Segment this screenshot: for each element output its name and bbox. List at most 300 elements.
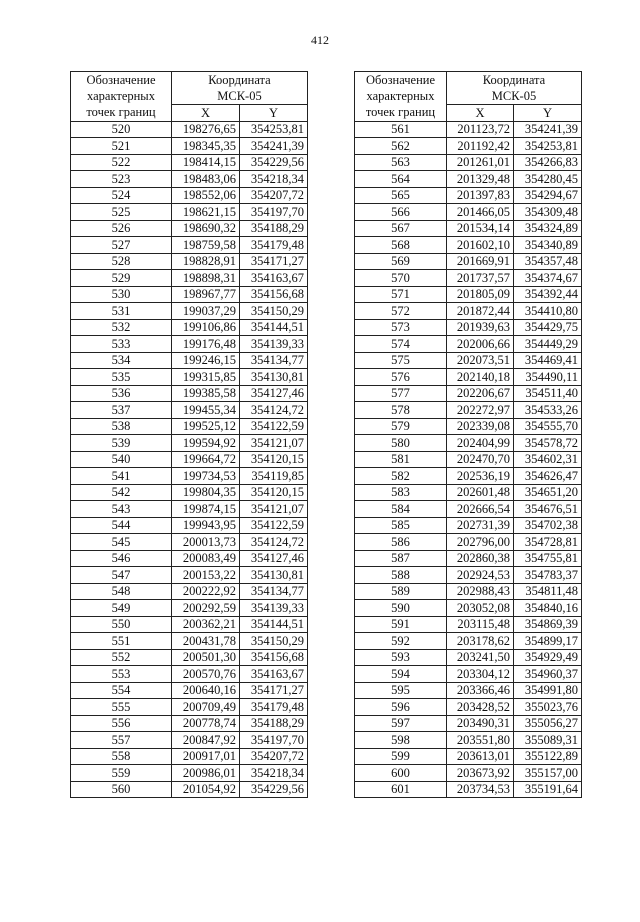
point-number-cell: 595: [355, 682, 447, 699]
table-row: [355, 501, 582, 518]
x-coordinate-cell: 201054,92: [172, 781, 240, 798]
y-coordinate-cell: 354469,41: [514, 352, 582, 369]
x-coordinate-cell: 200917,01: [172, 748, 240, 765]
table-row: [71, 534, 308, 551]
x-coordinate-cell: 198552,06: [172, 187, 240, 204]
y-coordinate-cell: 354179,48: [240, 237, 308, 254]
table-row: [355, 715, 582, 732]
point-number-cell: 582: [355, 468, 447, 485]
x-coordinate-cell: 201192,42: [447, 138, 514, 155]
point-number-cell: 559: [71, 765, 172, 782]
x-coordinate-cell: 202206,67: [447, 385, 514, 402]
x-coordinate-cell: 200570,76: [172, 666, 240, 683]
table-row: [355, 352, 582, 369]
point-number-cell: 529: [71, 270, 172, 287]
y-coordinate-cell: 354207,72: [240, 187, 308, 204]
table-row: [355, 171, 582, 188]
x-coordinate-cell: 199315,85: [172, 369, 240, 386]
y-coordinate-cell: 354241,39: [514, 121, 582, 138]
table-row: [71, 699, 308, 716]
y-coordinate-cell: 354602,31: [514, 451, 582, 468]
x-coordinate-cell: 199804,35: [172, 484, 240, 501]
point-number-cell: 596: [355, 699, 447, 716]
table-row: [355, 616, 582, 633]
y-coordinate-cell: 354134,77: [240, 583, 308, 600]
y-coordinate-cell: 354121,07: [240, 501, 308, 518]
table-row: [71, 154, 308, 171]
x-coordinate-cell: 199246,15: [172, 352, 240, 369]
point-number-cell: 583: [355, 484, 447, 501]
y-coordinate-cell: 354144,51: [240, 319, 308, 336]
coordinates-table-left: [70, 71, 308, 798]
point-number-cell: 589: [355, 583, 447, 600]
table-row: [355, 270, 582, 287]
y-column-header: Y: [240, 105, 308, 122]
x-coordinate-cell: 201602,10: [447, 237, 514, 254]
y-coordinate-cell: 354197,70: [240, 204, 308, 221]
x-coordinate-cell: 198414,15: [172, 154, 240, 171]
x-coordinate-cell: 202731,39: [447, 517, 514, 534]
y-coordinate-cell: 354280,45: [514, 171, 582, 188]
y-coordinate-cell: 354392,44: [514, 286, 582, 303]
table-row: [71, 336, 308, 353]
x-coordinate-cell: 203490,31: [447, 715, 514, 732]
y-coordinate-cell: 354134,77: [240, 352, 308, 369]
point-label-header: Обозначение характерных точек границ: [71, 72, 172, 122]
point-number-cell: 599: [355, 748, 447, 765]
y-coordinate-cell: 354702,38: [514, 517, 582, 534]
y-coordinate-cell: 354122,59: [240, 517, 308, 534]
x-coordinate-cell: 198967,77: [172, 286, 240, 303]
point-number-cell: 588: [355, 567, 447, 584]
point-label-header: Обозначение характерных точек границ: [355, 72, 447, 122]
y-coordinate-cell: 354490,11: [514, 369, 582, 386]
table-row: [355, 633, 582, 650]
table-row: [71, 204, 308, 221]
table-row: [355, 336, 582, 353]
table-row: [71, 633, 308, 650]
x-coordinate-cell: 198759,58: [172, 237, 240, 254]
y-coordinate-cell: 354156,68: [240, 649, 308, 666]
x-coordinate-cell: 198345,35: [172, 138, 240, 155]
x-column-header: X: [447, 105, 514, 122]
point-number-cell: 585: [355, 517, 447, 534]
point-number-cell: 593: [355, 649, 447, 666]
y-coordinate-cell: 354991,80: [514, 682, 582, 699]
table-row: [71, 286, 308, 303]
point-number-cell: 586: [355, 534, 447, 551]
point-number-cell: 545: [71, 534, 172, 551]
table-row: [355, 484, 582, 501]
coordinate-group-header: Координата МСК-05: [172, 72, 308, 105]
point-number-cell: 536: [71, 385, 172, 402]
x-coordinate-cell: 203613,01: [447, 748, 514, 765]
point-number-cell: 580: [355, 435, 447, 452]
table-row: [71, 666, 308, 683]
point-number-cell: 592: [355, 633, 447, 650]
x-coordinate-cell: 203551,80: [447, 732, 514, 749]
point-number-cell: 564: [355, 171, 447, 188]
point-number-cell: 546: [71, 550, 172, 567]
point-number-cell: 587: [355, 550, 447, 567]
y-coordinate-cell: 355056,27: [514, 715, 582, 732]
point-number-cell: 566: [355, 204, 447, 221]
y-coordinate-cell: 354357,48: [514, 253, 582, 270]
y-column-header: Y: [514, 105, 582, 122]
table-row: [71, 550, 308, 567]
table-row: [355, 385, 582, 402]
x-coordinate-cell: 198690,32: [172, 220, 240, 237]
y-coordinate-cell: 354127,46: [240, 385, 308, 402]
y-coordinate-cell: 354676,51: [514, 501, 582, 518]
y-coordinate-cell: 354171,27: [240, 253, 308, 270]
table-row: [71, 649, 308, 666]
table-row: [71, 517, 308, 534]
table-row: [71, 418, 308, 435]
point-number-cell: 532: [71, 319, 172, 336]
point-number-cell: 526: [71, 220, 172, 237]
table-row: [71, 781, 308, 798]
x-coordinate-cell: 201534,14: [447, 220, 514, 237]
table-row: [71, 468, 308, 485]
table-row: [355, 600, 582, 617]
x-coordinate-cell: 199106,86: [172, 319, 240, 336]
table-row: [71, 715, 308, 732]
point-number-cell: 576: [355, 369, 447, 386]
x-coordinate-cell: 203734,53: [447, 781, 514, 798]
y-coordinate-cell: 354179,48: [240, 699, 308, 716]
y-coordinate-cell: 354253,81: [240, 121, 308, 138]
table-row: [355, 253, 582, 270]
point-number-cell: 560: [71, 781, 172, 798]
y-coordinate-cell: 354309,48: [514, 204, 582, 221]
table-row: [355, 237, 582, 254]
y-coordinate-cell: 354150,29: [240, 303, 308, 320]
point-number-cell: 547: [71, 567, 172, 584]
point-number-cell: 575: [355, 352, 447, 369]
table-row: [355, 468, 582, 485]
table-row: [355, 319, 582, 336]
point-number-cell: 555: [71, 699, 172, 716]
point-number-cell: 579: [355, 418, 447, 435]
point-number-cell: 584: [355, 501, 447, 518]
point-number-cell: 524: [71, 187, 172, 204]
table-row: [355, 781, 582, 798]
point-number-cell: 554: [71, 682, 172, 699]
x-coordinate-cell: 202470,70: [447, 451, 514, 468]
x-coordinate-cell: 201939,63: [447, 319, 514, 336]
x-coordinate-cell: 200847,92: [172, 732, 240, 749]
table-row: [355, 204, 582, 221]
y-coordinate-cell: 354124,72: [240, 534, 308, 551]
point-number-cell: 558: [71, 748, 172, 765]
table-row: [71, 171, 308, 188]
x-coordinate-cell: 202272,97: [447, 402, 514, 419]
y-coordinate-cell: 354124,72: [240, 402, 308, 419]
table-row: [355, 138, 582, 155]
y-coordinate-cell: 354241,39: [240, 138, 308, 155]
x-coordinate-cell: 200153,22: [172, 567, 240, 584]
table-row: [71, 567, 308, 584]
point-number-cell: 571: [355, 286, 447, 303]
x-coordinate-cell: 198898,31: [172, 270, 240, 287]
x-coordinate-cell: 202006,66: [447, 336, 514, 353]
table-row: [71, 187, 308, 204]
point-number-cell: 537: [71, 402, 172, 419]
y-coordinate-cell: 354755,81: [514, 550, 582, 567]
x-coordinate-cell: 203366,46: [447, 682, 514, 699]
point-number-cell: 528: [71, 253, 172, 270]
x-coordinate-cell: 200292,59: [172, 600, 240, 617]
table-row: [355, 220, 582, 237]
y-coordinate-cell: 354253,81: [514, 138, 582, 155]
x-coordinate-cell: 200501,30: [172, 649, 240, 666]
x-coordinate-cell: 201805,09: [447, 286, 514, 303]
table-row: [71, 616, 308, 633]
y-coordinate-cell: 354163,67: [240, 270, 308, 287]
x-coordinate-cell: 200986,01: [172, 765, 240, 782]
table-row: [71, 369, 308, 386]
y-coordinate-cell: 354229,56: [240, 781, 308, 798]
point-number-cell: 597: [355, 715, 447, 732]
y-coordinate-cell: 354197,70: [240, 732, 308, 749]
y-coordinate-cell: 354783,37: [514, 567, 582, 584]
y-coordinate-cell: 354651,20: [514, 484, 582, 501]
y-coordinate-cell: 354626,47: [514, 468, 582, 485]
point-number-cell: 551: [71, 633, 172, 650]
y-coordinate-cell: 354120,15: [240, 451, 308, 468]
table-row: [355, 402, 582, 419]
x-coordinate-cell: 202924,53: [447, 567, 514, 584]
x-coordinate-cell: 200083,49: [172, 550, 240, 567]
y-coordinate-cell: 354324,89: [514, 220, 582, 237]
point-number-cell: 563: [355, 154, 447, 171]
y-coordinate-cell: 354171,27: [240, 682, 308, 699]
table-row: [71, 138, 308, 155]
point-number-cell: 598: [355, 732, 447, 749]
point-number-cell: 562: [355, 138, 447, 155]
point-number-cell: 561: [355, 121, 447, 138]
table-row: [71, 253, 308, 270]
x-coordinate-cell: 201669,91: [447, 253, 514, 270]
point-number-cell: 539: [71, 435, 172, 452]
table-row: [355, 517, 582, 534]
y-coordinate-cell: 354218,34: [240, 765, 308, 782]
y-coordinate-cell: 354119,85: [240, 468, 308, 485]
coordinate-group-header: Координата МСК-05: [447, 72, 582, 105]
table-row: [355, 567, 582, 584]
point-number-cell: 581: [355, 451, 447, 468]
y-coordinate-cell: 354578,72: [514, 435, 582, 452]
point-number-cell: 573: [355, 319, 447, 336]
x-coordinate-cell: 203241,50: [447, 649, 514, 666]
x-coordinate-cell: 201329,48: [447, 171, 514, 188]
y-coordinate-cell: 355023,76: [514, 699, 582, 716]
point-number-cell: 556: [71, 715, 172, 732]
y-coordinate-cell: 354340,89: [514, 237, 582, 254]
x-coordinate-cell: 200362,21: [172, 616, 240, 633]
x-coordinate-cell: 200431,78: [172, 633, 240, 650]
y-coordinate-cell: 354130,81: [240, 369, 308, 386]
table-row: [71, 352, 308, 369]
page-number: 412: [311, 33, 329, 47]
y-coordinate-cell: 354130,81: [240, 567, 308, 584]
table-row: [71, 402, 308, 419]
y-coordinate-cell: 354139,33: [240, 336, 308, 353]
point-number-cell: 590: [355, 600, 447, 617]
table-row: [71, 501, 308, 518]
x-coordinate-cell: 202339,08: [447, 418, 514, 435]
point-number-cell: 565: [355, 187, 447, 204]
point-number-cell: 540: [71, 451, 172, 468]
table-row: [355, 583, 582, 600]
x-coordinate-cell: 201737,57: [447, 270, 514, 287]
point-number-cell: 569: [355, 253, 447, 270]
table-row: [355, 286, 582, 303]
y-coordinate-cell: 354555,70: [514, 418, 582, 435]
y-coordinate-cell: 354266,83: [514, 154, 582, 171]
x-coordinate-cell: 199525,12: [172, 418, 240, 435]
y-coordinate-cell: 355089,31: [514, 732, 582, 749]
y-coordinate-cell: 354150,29: [240, 633, 308, 650]
x-coordinate-cell: 201466,05: [447, 204, 514, 221]
y-coordinate-cell: 354899,17: [514, 633, 582, 650]
y-coordinate-cell: 354840,16: [514, 600, 582, 617]
point-number-cell: 578: [355, 402, 447, 419]
x-coordinate-cell: 200778,74: [172, 715, 240, 732]
x-coordinate-cell: 201261,01: [447, 154, 514, 171]
x-coordinate-cell: 199455,34: [172, 402, 240, 419]
x-coordinate-cell: 199594,92: [172, 435, 240, 452]
y-coordinate-cell: 354869,39: [514, 616, 582, 633]
table-row: [355, 418, 582, 435]
table-row: [71, 237, 308, 254]
point-number-cell: 541: [71, 468, 172, 485]
table-row: [355, 748, 582, 765]
table-row: [71, 303, 308, 320]
x-coordinate-cell: 198828,91: [172, 253, 240, 270]
point-number-cell: 544: [71, 517, 172, 534]
y-coordinate-cell: 354188,29: [240, 220, 308, 237]
y-coordinate-cell: 354811,48: [514, 583, 582, 600]
point-number-cell: 594: [355, 666, 447, 683]
table-row: [71, 732, 308, 749]
y-coordinate-cell: 354374,67: [514, 270, 582, 287]
point-number-cell: 550: [71, 616, 172, 633]
x-coordinate-cell: 198483,06: [172, 171, 240, 188]
table-row: [71, 583, 308, 600]
point-number-cell: 574: [355, 336, 447, 353]
y-coordinate-cell: 354163,67: [240, 666, 308, 683]
point-number-cell: 535: [71, 369, 172, 386]
table-row: [355, 732, 582, 749]
y-coordinate-cell: 354218,34: [240, 171, 308, 188]
y-coordinate-cell: 354144,51: [240, 616, 308, 633]
x-coordinate-cell: 203178,62: [447, 633, 514, 650]
table-row: [355, 187, 582, 204]
y-coordinate-cell: 354960,37: [514, 666, 582, 683]
x-coordinate-cell: 203428,52: [447, 699, 514, 716]
x-coordinate-cell: 202536,19: [447, 468, 514, 485]
x-coordinate-cell: 198621,15: [172, 204, 240, 221]
x-coordinate-cell: 203052,08: [447, 600, 514, 617]
y-coordinate-cell: 354410,80: [514, 303, 582, 320]
point-number-cell: 553: [71, 666, 172, 683]
y-coordinate-cell: 354139,33: [240, 600, 308, 617]
x-coordinate-cell: 203115,48: [447, 616, 514, 633]
table-row: [71, 765, 308, 782]
y-coordinate-cell: 354429,75: [514, 319, 582, 336]
x-coordinate-cell: 201872,44: [447, 303, 514, 320]
table-row: [71, 451, 308, 468]
point-number-cell: 577: [355, 385, 447, 402]
table-row: [71, 319, 308, 336]
table-row: [71, 748, 308, 765]
x-coordinate-cell: 203304,12: [447, 666, 514, 683]
table-row: [355, 451, 582, 468]
point-number-cell: 549: [71, 600, 172, 617]
table-row: [355, 550, 582, 567]
y-coordinate-cell: 354929,49: [514, 649, 582, 666]
table-row: [355, 435, 582, 452]
y-coordinate-cell: 354229,56: [240, 154, 308, 171]
x-coordinate-cell: 200222,92: [172, 583, 240, 600]
y-coordinate-cell: 355122,89: [514, 748, 582, 765]
point-number-cell: 568: [355, 237, 447, 254]
x-coordinate-cell: 199943,95: [172, 517, 240, 534]
y-coordinate-cell: 355157,00: [514, 765, 582, 782]
y-coordinate-cell: 354728,81: [514, 534, 582, 551]
y-coordinate-cell: 354156,68: [240, 286, 308, 303]
table-row: [71, 220, 308, 237]
point-number-cell: 552: [71, 649, 172, 666]
y-coordinate-cell: 354121,07: [240, 435, 308, 452]
point-number-cell: 522: [71, 154, 172, 171]
y-coordinate-cell: 354294,67: [514, 187, 582, 204]
point-number-cell: 527: [71, 237, 172, 254]
x-coordinate-cell: 202666,54: [447, 501, 514, 518]
point-number-cell: 557: [71, 732, 172, 749]
point-number-cell: 531: [71, 303, 172, 320]
point-number-cell: 525: [71, 204, 172, 221]
x-coordinate-cell: 199176,48: [172, 336, 240, 353]
table-row: [355, 682, 582, 699]
y-coordinate-cell: 354533,26: [514, 402, 582, 419]
point-number-cell: 542: [71, 484, 172, 501]
table-row: [355, 699, 582, 716]
table-row: [355, 534, 582, 551]
x-coordinate-cell: 202860,38: [447, 550, 514, 567]
x-coordinate-cell: 199734,53: [172, 468, 240, 485]
x-column-header: X: [172, 105, 240, 122]
point-number-cell: 600: [355, 765, 447, 782]
point-number-cell: 570: [355, 270, 447, 287]
y-coordinate-cell: 354511,40: [514, 385, 582, 402]
y-coordinate-cell: 354127,46: [240, 550, 308, 567]
x-coordinate-cell: 202404,99: [447, 435, 514, 452]
table-row: [355, 154, 582, 171]
point-number-cell: 591: [355, 616, 447, 633]
point-number-cell: 533: [71, 336, 172, 353]
x-coordinate-cell: 202073,51: [447, 352, 514, 369]
point-number-cell: 567: [355, 220, 447, 237]
table-row: [71, 270, 308, 287]
x-coordinate-cell: 202140,18: [447, 369, 514, 386]
table-row: [355, 121, 582, 138]
point-number-cell: 523: [71, 171, 172, 188]
y-coordinate-cell: 354120,15: [240, 484, 308, 501]
x-coordinate-cell: 201397,83: [447, 187, 514, 204]
